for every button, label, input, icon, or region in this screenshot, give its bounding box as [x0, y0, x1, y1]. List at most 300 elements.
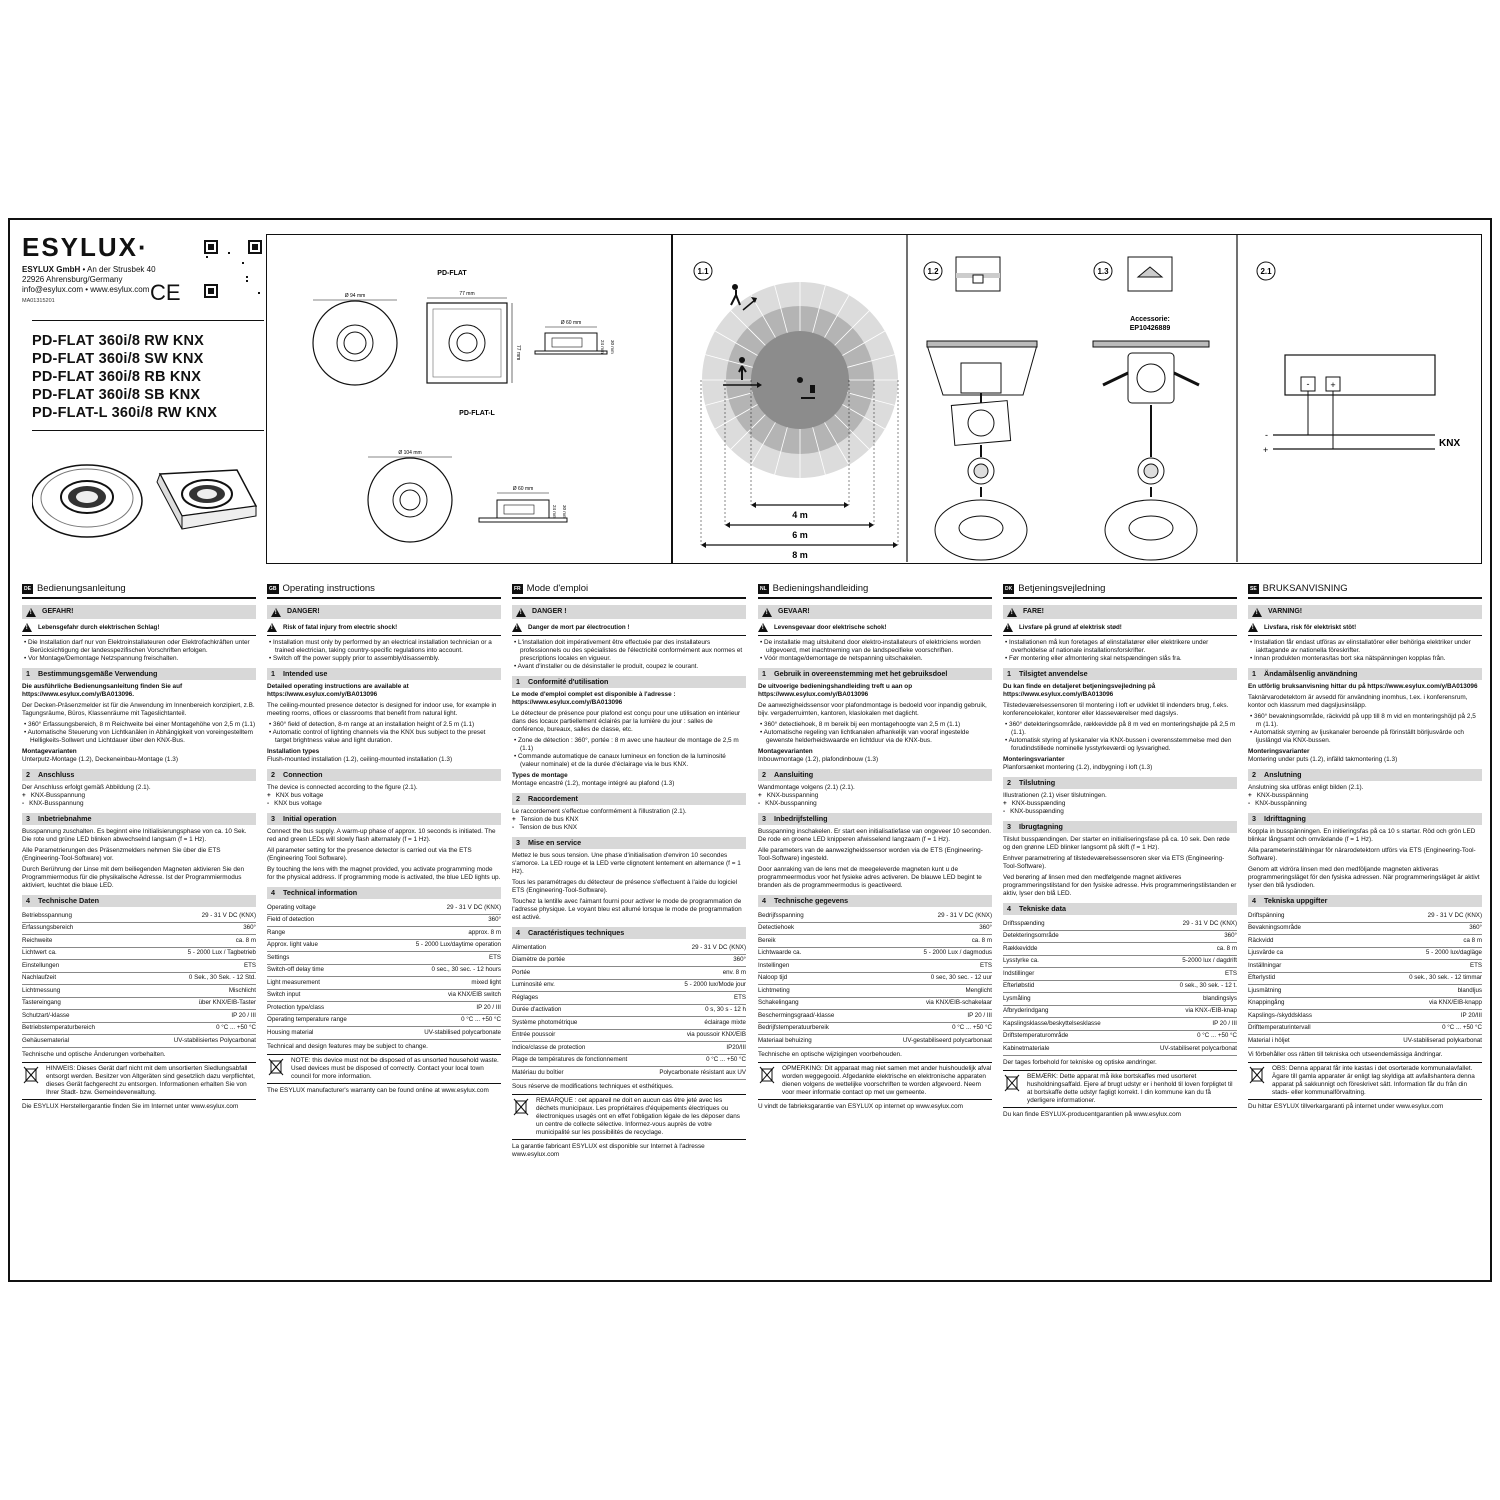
- language-column: SE BRUKSANVISNING ! VARNING! ! Livsfara, risk för elektriskt stöt! • Installation får endast utföras av elinstallatörer eller behöriga elektriker under iakttagande av nationella föreskrifter. • Innan produkten monteras/tas bort ska nätspänningen kopplas från. 1 Ändamålsenlig användning En utförlig bruksanvisning hittar du på https://www.esylux.com/y/BA013096 Taknärvarodetektorn är avsedd för användning inomhus, t.ex. i konferensrum, kontor och klassrum med dagsljusinsläpp. • 360° bevakningsområde, räckvidd på upp till 8 m vid en monteringshöjd på 2,5 m (1.1). • Automatisk styrning av ljuskanaler beroende på förinställt börljusvärde och ljuslängd via KNX-bussen. Monteringsvarianter Montering under puts (1.2), infälld takmontering (1.3) 2 Anslutning Anslutning ska utföras enligt bilden (2.1). + KNX-busspänning - KNX-busspänning 3 Idrifttagning Koppla in busspänningen. En initieringsfas på ca 10 s startar. Röd och grön LED blinkar långsamt och omväxlande (f = 1 Hz). Alla parameterinställningar för närarodetektorn utförs via ETS (Engineering-Tool-Software). Genom att vidröra linsen med den medföljande magneten aktiveras programmeringsläget för den fysiska adressen. När programmeringsläget är aktivt lyser den blå lysdioden. 4 Tekniska uppgifter Driftspänning 29 - 31 V DC (KNX) Bevakningsområde 360° Räckvidd ca 8 m Ljusvärde ca 5 - 2000 lux/dagläge Inställningar ETS Efterlystid 0 sek., 30 sek. - 12 timmar Ljusmätning blandljus Knappingång via KNX/EIB-knapp Kapslings-/skyddsklass IP 20/III Drifttemperaturintervall 0 °C ... +50 °C Material i höljet UV-stabiliserad polykarbonat Vi förbehåller oss rätten till tekniska och utseendemässiga ändringar. OBS: Denna apparat får inte kastas i det osorterade kommunalavfallet. Ägare till gamla apparater är enligt lag skyldiga att avfallshantera denna apparat på sakkunnigt och föreskrivet sätt. Information får du från din stads- eller kommunalförvaltning. Du hittar ESYLUX tillverkargaranti på internet under www.esylux.com: [1248, 582, 1482, 1111]
- bus-plus-text: KNX-busspänning: [1256, 792, 1309, 799]
- usage-text: Le détecteur de présence pour plafond est conçu pour une utilisation en intérieur dans des locaux partiellement éclairés par la lumière du jour : salles de conférence, bureaux, salles de classe, etc.: [512, 710, 741, 733]
- table-row: [1003, 1018, 1237, 1031]
- bus-minus-text: KNX-busspænding: [1010, 808, 1064, 815]
- instruction-sheet: [8, 218, 1492, 1282]
- commissioning-text: Alle Parametrierungen des Präsenzmelders nehmen Sie über die ETS (Engineering-Tool-Software) vor.: [22, 847, 221, 862]
- section-heading: 1 Tilsigtet anvendelse: [1003, 668, 1237, 680]
- spec-value: 5-2000 lux / dagdrift: [1134, 955, 1237, 968]
- spec-label: Tastereingang: [22, 997, 132, 1010]
- usage-text: Taknärvarodetektorn är avsedd för användning inomhus, t.ex. i konferensrum, kontor och klassrum med dagsljusinsläpp.: [1248, 694, 1468, 709]
- section-heading: 1 Gebruik in overeenstemming met het gebruiksdoel: [758, 668, 992, 680]
- crossed-bin-icon: [758, 1065, 776, 1085]
- spec-label: Inställningar: [1248, 960, 1353, 973]
- spec-value: UV-stabilisiertes Polycarbonat: [132, 1035, 256, 1048]
- divider: [32, 320, 264, 321]
- section-heading: 4 Tekniske data: [1003, 903, 1237, 915]
- table-row: [758, 947, 992, 960]
- spec-value: 360°: [866, 922, 992, 935]
- technical-data-table: [267, 902, 501, 1040]
- section-heading: 2 Aansluiting: [758, 769, 992, 781]
- spec-label: Beschermingsgraad/-klasse: [758, 1010, 866, 1023]
- manual-link-text: Le mode d'emploi complet est disponible à l'adresse : https://www.esylux.com/y/BA013096: [512, 691, 676, 706]
- commissioning-text: Enhver parametrering af tilstedeværelsessensoren sker via ETS (Engineering-Tool-Software).: [1003, 855, 1225, 870]
- list-item: • Innan produkten monteras/tas bort ska nätspänningen kopplas från.: [1248, 655, 1482, 663]
- section-heading: 2 Tilslutning: [1003, 777, 1237, 789]
- section-heading: 4 Tekniska uppgifter: [1248, 895, 1482, 907]
- table-row: [1248, 1035, 1482, 1048]
- danger-bar: ! VARNING!: [1248, 605, 1482, 619]
- danger-bar: ! FARE!: [1003, 605, 1237, 619]
- table-row: [1003, 943, 1237, 956]
- table-row: [267, 977, 501, 990]
- section-heading: 3 Inbetriebnahme: [22, 813, 256, 825]
- spec-value: blandljus: [1353, 985, 1482, 998]
- spec-label: Diamètre de portée: [512, 954, 646, 967]
- crossed-bin-icon: [22, 1065, 40, 1085]
- spec-label: Lysstyrke ca.: [1003, 955, 1134, 968]
- section-heading: 1 Conformité d'utilisation: [512, 676, 746, 688]
- spec-label: Plage de températures de fonctionnement: [512, 1054, 646, 1067]
- range-8m-label: 8 m: [792, 550, 808, 560]
- warranty-text: U vindt de fabrieksgarantie van ESYLUX op internet op www.esylux.com: [758, 1102, 963, 1110]
- usage-text: The ceiling-mounted presence detector is designed for indoor use, for example in meeting rooms, offices or classrooms that benefit from natural light.: [267, 702, 497, 717]
- list-item: • Die Installation darf nur von Elektroinstallateuren oder Elektrofachkräften unter Berücksichtigung der landesspezifischen Vorschriften erfolgen.: [22, 639, 256, 655]
- spec-value: über KNX/EIB-Taster: [132, 997, 256, 1010]
- spec-value: IP20/III: [646, 1042, 746, 1055]
- bus-plus-label: +: [1263, 445, 1269, 455]
- dim-d60: Ø 60 mm: [560, 320, 582, 326]
- feature-list: [512, 737, 746, 769]
- spec-label: Ljusvärde ca: [1248, 947, 1353, 960]
- manual-link-text: De uitvoerige bedieningshandleiding treft u aan op https://www.esylux.com/y/BA013096: [758, 683, 913, 698]
- range-4m-label: 4 m: [792, 510, 808, 520]
- spec-value: 360°: [646, 954, 746, 967]
- document-number: MA01315201: [22, 298, 55, 304]
- danger-subtitle: Livsfara, risk för elektriskt stöt!: [1264, 623, 1357, 631]
- table-row: [267, 939, 501, 952]
- bus-minus-label: -: [1265, 430, 1268, 440]
- spec-label: Nachlaufzeit: [22, 972, 132, 985]
- table-row: [758, 1035, 992, 1048]
- spec-label: Detekteringsområde: [1003, 930, 1134, 943]
- spec-label: Ljusmätning: [1248, 985, 1353, 998]
- manual-link-text: En utförlig bruksanvisning hittar du på https://www.esylux.com/y/BA013096: [1248, 683, 1478, 690]
- language-code: DK: [1005, 585, 1013, 592]
- divider: [32, 430, 264, 431]
- mounting-title: Monteringsvarianter: [1003, 756, 1065, 763]
- table-row: [758, 960, 992, 973]
- commissioning-text: Touchez la lentille avec l'aimant fourni pour activer le mode de programmation de l'adresse physique. Le voyant bleu est allumé lorsque le mode de programmation est activé.: [512, 898, 742, 921]
- table-row: [512, 954, 746, 967]
- spec-label: Räckvidd: [1248, 935, 1353, 948]
- commissioning-text: Busspanning inschakelen. Er start een initialisatiefase van ongeveer 10 seconden. De rode en groene LED knipperen afwisselend langzaam (f = 1 Hz).: [758, 828, 992, 843]
- table-row: [22, 972, 256, 985]
- spec-value: 0 °C ... +50 °C: [1353, 1022, 1482, 1035]
- list-item: • 360° Erfassungsbereich, 8 m Reichweite bei einer Montagehöhe von 2,5 m (1.1): [22, 721, 256, 729]
- spec-label: Drifttemperaturintervall: [1248, 1022, 1353, 1035]
- feature-list: [1003, 721, 1237, 753]
- spec-value: 29 - 31 V DC (KNX): [866, 910, 992, 922]
- list-item: • Automatische Steuerung von Lichtkanälen in Abhängigkeit von voreingestelltem Helligkeits-Sollwert und Lichtdauer über den KNX-Bus.: [22, 729, 256, 745]
- figure-panel: [672, 234, 1482, 564]
- installation-figures: [673, 235, 1480, 562]
- bus-plus-text: KNX-busspænding: [1011, 800, 1066, 807]
- mounting-title: Monteringsvarianter: [1248, 748, 1310, 755]
- spec-label: Lichtmeting: [758, 985, 866, 998]
- terminal-minus: -: [1306, 379, 1310, 389]
- spec-value: UV-stabilised polycarbonate: [380, 1027, 501, 1040]
- warning-icon: [1003, 623, 1013, 632]
- feature-list: [1248, 713, 1482, 745]
- spec-value: UV-gestabiliseerd polycarbonaat: [866, 1035, 992, 1048]
- spec-label: Alimentation: [512, 942, 646, 954]
- disposal-note: OPMERKING: Dit apparaat mag niet samen met ander huishoudelijk afval worden weggegooid. Afgedankte elektrische en elektronische apparaten dienen volgens de wettelijke voorschriften te worden afgevoerd. Neem voor meer informatie contact op met uw gemeente.: [758, 1062, 992, 1100]
- table-row: [1248, 935, 1482, 948]
- spec-label: Knappingång: [1248, 997, 1353, 1010]
- section-heading: 4 Technische Daten: [22, 895, 256, 907]
- mounting-title: Montagevarianten: [758, 748, 813, 755]
- table-row: [22, 922, 256, 935]
- spec-value: éclairage mixte: [646, 1017, 746, 1030]
- bus-minus-text: KNX-busspänning: [1255, 800, 1307, 807]
- spec-label: Switch input: [267, 989, 380, 1002]
- spec-value: via KNX/EIB-knapp: [1353, 997, 1482, 1010]
- spec-value: 0 s, 30 s - 12 h: [646, 1004, 746, 1017]
- dim-d94: Ø 94 mm: [344, 293, 366, 299]
- table-row: [512, 1029, 746, 1042]
- spec-label: Material i höljet: [1248, 1035, 1353, 1048]
- table-row: [512, 1017, 746, 1030]
- technical-data-table: [512, 942, 746, 1080]
- section-heading: 3 Idrifttagning: [1248, 813, 1482, 825]
- technical-data-table: [1248, 910, 1482, 1048]
- company-name: ESYLUX GmbH: [22, 265, 81, 274]
- knx-label: KNX: [1439, 438, 1461, 449]
- warning-icon: [271, 608, 281, 617]
- disposal-note: HINWEIS: Dieses Gerät darf nicht mit dem unsortierten Siedlungsabfall entsorgt werden. Besitzer von Altgeräten sind gesetzlich dazu verpflichtet, dieses Gerät fachgerecht zu entsorgen. Informationen erhalten Sie von Ihrer Stadt- bzw. Gemeindeverwaltung.: [22, 1062, 256, 1100]
- spec-value: 5 - 2000 lux/dagläge: [1353, 947, 1482, 960]
- spec-value: 29 - 31 V DC (KNX): [132, 910, 256, 922]
- connection-text: Wandmontage volgens (2.1) (2.1).: [758, 784, 855, 791]
- spec-label: Betriebsspannung: [22, 910, 132, 922]
- usage-text: Tilstedeværelsessensoren til montering i loft er udviklet til indendørs brug, f.eks. konferencelokaler, kontorer eller klasseværelser med dagslys.: [1003, 702, 1229, 717]
- danger-list: [1003, 639, 1237, 663]
- section-heading: 4 Technische gegevens: [758, 895, 992, 907]
- crossed-bin-icon: [1003, 1073, 1021, 1093]
- spec-label: Housing material: [267, 1027, 380, 1040]
- spec-label: Lichtwaarde ca.: [758, 947, 866, 960]
- table-row: [1248, 960, 1482, 973]
- spec-value: 5 - 2000 lux/Mode jour: [646, 979, 746, 992]
- table-row: [267, 964, 501, 977]
- danger-list: [1248, 639, 1482, 663]
- spec-value: 360°: [1134, 930, 1237, 943]
- spec-label: Matériau du boîtier: [512, 1067, 646, 1080]
- danger-subtitle: Lebensgefahr durch elektrischen Schlag!: [38, 623, 160, 631]
- technical-data-table: [1003, 918, 1237, 1056]
- danger-bar: ! DANGER!: [267, 605, 501, 619]
- disposal-note: OBS: Denna apparat får inte kastas i det osorterade kommunalavfallet. Ägare till gamla apparater är enligt lag skyldiga att avfallshantera denna apparat på sakkunnigt och föreskrivet sätt. Information får du från din stads- eller kommunalförvaltning.: [1248, 1062, 1482, 1100]
- table-row: [22, 1035, 256, 1048]
- mounting-variants: Montage encastré (1.2), montage intégré au plafond (1.3): [512, 780, 675, 787]
- spec-value: blandingslys: [1134, 993, 1237, 1006]
- section-title: Bedienungsanleitung: [36, 582, 126, 594]
- section-heading: 1 Ändamålsenlig användning: [1248, 668, 1482, 680]
- danger-subtitle: Danger de mort par électrocution !: [528, 623, 630, 631]
- table-row: [22, 985, 256, 998]
- dimension-drawing: [267, 235, 670, 562]
- spec-label: Entrée poussoir: [512, 1029, 646, 1042]
- feature-list: [267, 721, 501, 745]
- list-item: • Automatisk styrning av ljuskanaler beroende på förinställt börljusvärde och ljuslängd via KNX-bussen.: [1248, 729, 1482, 745]
- list-item: • 360° detectiehoek, 8 m bereik bij een montagehoogte van 2,5 m (1.1): [758, 721, 992, 729]
- language-code: NL: [760, 585, 767, 592]
- spec-label: Afbryderindgang: [1003, 1005, 1134, 1018]
- table-row: [1248, 1022, 1482, 1035]
- spec-value: 29 - 31 V DC (KNX): [646, 942, 746, 954]
- spec-value: IP 20 / III: [866, 1010, 992, 1023]
- disposal-note: REMARQUE : cet appareil ne doit en aucun cas être jeté avec les déchets municipaux. Les propriétaires d'équipements électriques ou électroniques usagés ont en effet l'obligation légale de les déposer dans un centre de collecte sélective. Informez-vous auprès de votre municipalité sur les possibilités de recyclage.: [512, 1094, 746, 1140]
- bus-minus-text: KNX bus voltage: [274, 800, 322, 807]
- product-image: [32, 454, 257, 539]
- spec-label: Switch-off delay time: [267, 964, 380, 977]
- language-column: NL Bedieningshandleiding ! GEVAAR! ! Levensgevaar door elektrische schok! • De installatie mag uitsluitend door elektro-installateurs of elektriciens worden uitgevoerd, met inachtneming van de landspecifieke voorschriften. • Vóór montage/demontage de netspanning uitschakelen. 1 Gebruik in overeenstemming met het gebruiksdoel De uitvoerige bedieningshandleiding treft u aan op https://www.esylux.com/y/BA013096 De aanwezigheidssensor voor plafondmontage is bedoeld voor inpandig gebruik, bijv. vergaderruimten, kantoren, klaslokalen met daglicht. • 360° detectiehoek, 8 m bereik bij een montagehoogte van 2,5 m (1.1) • Automatische regeling van lichtkanalen afhankelijk van vooraf ingestelde gewenste helderheidswaarde en lichtduur via de KNX-bus. Montagevarianten Inbouwmontage (1.2), plafondinbouw (1.3) 2 Aansluiting Wandmontage volgens (2.1) (2.1). + KNX-busspanning - KNX-busspanning 3 Inbedrijfstelling Busspanning inschakelen. Er start een initialisatiefase van ongeveer 10 seconden. De rode en groene LED knipperen afwisselend langzaam (f = 1 Hz). Alle parameters van de aanwezigheidssensor worden via de ETS (Engineering-Tool-Software) ingesteld. Door aanraking van de lens met de meegeleverde magneten kunt u de programmeermodus voor het fysieke adres activeren. De blauwe LED begint te branden als de programmeermodus is geactiveerd. 4 Technische gegevens Bedrijfsspanning 29 - 31 V DC (KNX) Detectiehoek 360° Bereik ca. 8 m Lichtwaarde ca. 5 - 2000 Lux / dagmodus Instellingen ETS Naloop tijd 0 sec, 30 sec. - 12 uur Lichtmeting Menglicht Schakelingang via KNX/EIB-schakelaar Beschermingsgraad/-klasse IP 20 / III Bedrijfstemperatuurbereik 0 °C ... +50 °C Materiaal behuizing UV-gestabiliseerd polycarbonaat Technische en optische wijzigingen voorbehouden. OPMERKING: Dit apparaat mag niet samen met ander huishoudelijk afval worden weggegooid. Afgedankte elektrische en elektronische apparaten dienen volgens de wettelijke voorschriften te worden afgevoerd. Neem voor meer informatie contact op met uw gemeente. U vindt de fabrieksgarantie van ESYLUX op internet op www.esylux.com: [758, 582, 992, 1111]
- commissioning-text: Alle parameters van de aanwezigheidssensor worden via de ETS (Engineering-Tool-Software) ingesteld.: [758, 847, 983, 862]
- label-pd-flat-l: PD-FLAT-L: [459, 410, 495, 417]
- warning-icon: [1007, 608, 1017, 617]
- language-column: FR Mode d'emploi ! DANGER ! ! Danger de mort par électrocution ! • L'installation doit impérativement être effectuée par des installateurs professionnels ou des spécialistes de l'électricité conformément aux normes et prescriptions locales en vigueur. • Avant d'installer ou de désinstaller le produit, coupez le courant. 1 Conformité d'utilisation Le mode d'emploi complet est disponible à l'adresse : https://www.esylux.com/y/BA013096 Le détecteur de présence pour plafond est conçu pour une utilisation en intérieur dans des locaux partiellement éclairés par la lumière du jour : salles de conférence, bureaux, salles de classe, etc. • Zone de détection : 360°, portée : 8 m avec une hauteur de montage de 2,5 m (1.1) • Commande automatique de canaux lumineux en fonction de la luminosité (valeur nominale) et de la durée d'éclairage via le bus KNX. Types de montage Montage encastré (1.2), montage intégré au plafond (1.3) 2 Raccordement Le raccordement s'effectue conformément à l'illustration (2.1). + Tension de bus KNX - Tension de bus KNX 3 Mise en service Mettez le bus sous tension. Une phase d'initialisation d'environ 10 secondes s'amorce. La LED rouge et la LED verte clignotent lentement en alternance (f = 1 Hz). Tous les paramétrages du détecteur de présence s'effectuent à l'aide du logiciel ETS (Engineering-Tool-Software). Touchez la lentille avec l'aimant fourni pour activer le mode de programmation de l'adresse physique. Le voyant bleu est allumé lorsque le mode de programmation est activé. 4 Caractéristiques techniques Alimentation 29 - 31 V DC (KNX) Diamètre de portée 360° Portée env. 8 m Luminosité env. 5 - 2000 lux/Mode jour Réglages ETS Durée d'activation 0 s, 30 s - 12 h Système photométrique éclairage mixte Entrée poussoir via poussoir KNX/EIB Indice/classe de protection IP20/III Plage de températures de fonctionnement 0 °C ... +50 °C Matériau du boîtier Polycarbonate résistant aux UV Sous réserve de modifications techniques et esthétiques. REMARQUE : cet appareil ne doit en aucun cas être jeté avec les déchets municipaux. Les propriétaires d'équipements électriques ou électroniques usagés ont en effet l'obligation légale de les déposer dans un centre de collecte sélective. Informez-vous auprès de votre municipalité sur les possibilités de recyclage. La garantie fabricant ESYLUX est disponible sur Internet à l'adresse www.esylux.com: [512, 582, 746, 1159]
- connection-text: Anslutning ska utföras enligt bilden (2.1).: [1248, 784, 1364, 791]
- spec-value: 0 °C ... +50 °C: [132, 1022, 256, 1035]
- commissioning-text: By touching the lens with the magnet provided, you activate programming mode for the physical address. If programming mode is activated, the blue LED lights up.: [267, 866, 501, 881]
- list-item: • Zone de détection : 360°, portée : 8 m avec une hauteur de montage de 2,5 m (1.1): [512, 737, 746, 753]
- mounting-title: Installation types: [267, 748, 320, 755]
- bus-plus-text: KNX-busspanning: [766, 792, 819, 799]
- section-heading: 4 Technical information: [267, 887, 501, 899]
- section-heading: 3 Mise en service: [512, 837, 746, 849]
- mounting-variants: Unterputz-Montage (1.2), Deckeneinbau-Montage (1.3): [22, 756, 178, 763]
- table-row: [1003, 1043, 1237, 1056]
- figure-1-1-label: 1.1: [697, 267, 709, 276]
- warning-icon: [1252, 608, 1262, 617]
- section-heading: 2 Anschluss: [22, 769, 256, 781]
- spec-value: ETS: [646, 992, 746, 1005]
- spec-value: IP 20 / III: [132, 1010, 256, 1023]
- dim-w77: 77 mm: [459, 291, 475, 297]
- qr-code-icon: [204, 240, 262, 298]
- table-row: [512, 992, 746, 1005]
- table-row: [512, 979, 746, 992]
- model-name: PD-FLAT 360i/8 SW KNX: [32, 351, 204, 367]
- dim-d104: Ø 104 mm: [398, 450, 422, 456]
- spec-value: 360°: [380, 914, 501, 927]
- table-row: [1003, 1005, 1237, 1018]
- spec-value: 0 sec., 30 sec. - 12 hours: [380, 964, 501, 977]
- dimension-drawing-panel: [266, 234, 672, 564]
- spec-label: Efterlystid: [1248, 972, 1353, 985]
- spec-value: 0 sek., 30 sek. - 12 t.: [1134, 980, 1237, 993]
- section-title: Betjeningsvejledning: [1018, 582, 1106, 594]
- section-heading: 1 Intended use: [267, 668, 501, 680]
- mounting-variants: Inbouwmontage (1.2), plafondinbouw (1.3): [758, 756, 879, 763]
- spec-value: via KNX-/EIB-knap: [1134, 1005, 1237, 1018]
- spec-value: 0 sec, 30 sec. - 12 uur: [866, 972, 992, 985]
- list-item: • 360° field of detection, 8-m range at an installation height of 2.5 m (1.1): [267, 721, 501, 729]
- connection-text: Illustrationen (2.1) viser tilslutningen.: [1003, 792, 1107, 799]
- table-row: [267, 1014, 501, 1027]
- spec-value: Polycarbonate résistant aux UV: [646, 1067, 746, 1080]
- dim-h30: 30 mm: [610, 340, 615, 354]
- spec-label: Bevakningsområde: [1248, 922, 1353, 935]
- table-row: [22, 935, 256, 948]
- spec-label: Kapslingsklasse/beskyttelsesklasse: [1003, 1018, 1134, 1031]
- usage-text: Der Decken-Präsenzmelder ist für die Anwendung im Innenbereich konzipiert, z.B. Tagungsräume, Büros, Klassenräume mit Tageslichtanteil.: [22, 702, 255, 717]
- spec-value: approx. 8 m: [380, 927, 501, 940]
- danger-list: [267, 639, 501, 663]
- spec-value: 0 °C ... +50 °C: [646, 1054, 746, 1067]
- spec-value: 5 - 2000 Lux / dagmodus: [866, 947, 992, 960]
- table-row: [22, 960, 256, 973]
- commissioning-text: Connect the bus supply. A warm-up phase of approx. 10 seconds is initiated. The red and green LEDs will slowly flash alternately (f = 1 Hz).: [267, 828, 496, 843]
- bus-plus-text: Tension de bus KNX: [520, 816, 579, 823]
- danger-bar: ! DANGER !: [512, 605, 746, 619]
- spec-label: Betriebstemperaturbereich: [22, 1022, 132, 1035]
- dim-h77: 77 mm: [515, 345, 521, 361]
- table-row: [267, 989, 501, 1002]
- danger-list: [758, 639, 992, 663]
- table-row: [1248, 985, 1482, 998]
- warning-icon: [26, 608, 36, 617]
- commissioning-text: Durch Berührung der Linse mit dem beiliegenden Magneten aktivieren Sie den Programmiermodus für die physikalische Adresse. Ist der Programmiermodus aktiviert, leuchtet die blaue LED.: [22, 866, 245, 889]
- commissioning-text: Ved berøring af linsen med den medfølgende magnet aktiveres programmeringstilstand for den fysiske adresse. Hvis programmeringstilstanden er aktiv, lyser den blå LED.: [1003, 874, 1237, 897]
- change-note: Technische und optische Änderungen vorbehalten.: [22, 1050, 166, 1058]
- dim-h24: 24 mm: [600, 340, 605, 354]
- dim-h30b: 30 mm: [562, 505, 567, 519]
- spec-value: Mischlicht: [132, 985, 256, 998]
- table-row: [1248, 910, 1482, 922]
- spec-value: IP 20 / III: [1134, 1018, 1237, 1031]
- section-title: BRUKSANVISNING: [1262, 582, 1348, 594]
- company-street: An der Strusbek 40: [87, 265, 156, 274]
- section-heading: 3 Ibrugtagning: [1003, 821, 1237, 833]
- section-heading: 2 Anslutning: [1248, 769, 1482, 781]
- bus-minus-text: Tension de bus KNX: [519, 824, 578, 831]
- table-row: [267, 1002, 501, 1015]
- spec-value: 0 °C ... +50 °C: [1134, 1030, 1237, 1043]
- dim-d60b: Ø 60 mm: [512, 486, 534, 492]
- spec-value: UV-stabiliseret polycarbonat: [1134, 1043, 1237, 1056]
- table-row: [1003, 918, 1237, 930]
- spec-label: Lysmåling: [1003, 993, 1134, 1006]
- commissioning-text: Tilslut busspændingen. Der starter en initialiseringsfase på ca. 10 sek. Den røde og den grønne LED blinker langsomt på skift (f = 1 Hz).: [1003, 836, 1230, 851]
- warning-icon: [762, 608, 772, 617]
- warning-icon: [1248, 623, 1258, 632]
- spec-value: ETS: [866, 960, 992, 973]
- commissioning-text: All parameter setting for the presence detector is carried out via the ETS (Engineering Tool Software).: [267, 847, 472, 862]
- spec-label: Rækkevidde: [1003, 943, 1134, 956]
- list-item: • 360° bevakningsområde, räckvidd på upp till 8 m vid en monteringshöjd på 2,5 m (1.1).: [1248, 713, 1482, 729]
- connection-text: The device is connected according to the figure (2.1).: [267, 784, 418, 791]
- spec-value: ETS: [1134, 968, 1237, 981]
- connection-text: Le raccordement s'effectue conformément à l'illustration (2.1).: [512, 808, 687, 815]
- warning-icon: [516, 608, 526, 617]
- table-row: [758, 997, 992, 1010]
- ce-mark: CE: [150, 280, 181, 305]
- label-pd-flat: PD-FLAT: [437, 270, 467, 277]
- table-row: [758, 1022, 992, 1035]
- spec-label: Lichtwert ca.: [22, 947, 132, 960]
- spec-label: Approx. light value: [267, 939, 380, 952]
- table-row: [512, 942, 746, 954]
- bus-minus-text: KNX-Busspannung: [29, 800, 84, 807]
- spec-label: Luminosité env.: [512, 979, 646, 992]
- change-note: Technische en optische wijzigingen voorbehouden.: [758, 1050, 902, 1058]
- table-row: [267, 914, 501, 927]
- table-row: [758, 935, 992, 948]
- spec-label: Gehäusematerial: [22, 1035, 132, 1048]
- section-heading: 3 Inbedrijfstelling: [758, 813, 992, 825]
- commissioning-text: Busspannung zuschalten. Es beginnt eine Initialisierungsphase von ca. 10 Sek. Die rote und grüne LED blinken abwechselnd langsam (f = 1 Hz).: [22, 828, 247, 843]
- spec-label: Bedrijfstemperatuurbereik: [758, 1022, 866, 1035]
- change-note: Der tages forbehold for tekniske og optiske ændringer.: [1003, 1058, 1157, 1066]
- spec-label: Bereik: [758, 935, 866, 948]
- section-title: Bedieningshandleiding: [772, 582, 869, 594]
- dim-h24b: 24 mm: [552, 505, 557, 519]
- spec-label: Field of detection: [267, 914, 380, 927]
- commissioning-text: Alla parameterinställningar för närarodetektorn utförs via ETS (Engineering-Tool-Software).: [1248, 847, 1476, 862]
- spec-label: Schakelingang: [758, 997, 866, 1010]
- crossed-bin-icon: [512, 1097, 530, 1117]
- table-row: [22, 947, 256, 960]
- language-column: GB Operating instructions ! DANGER! ! Risk of fatal injury from electric shock! • Installation must only by performed by an electrical installation technician or a trained electrician, taking country-specific regulations into account. • Switch off the power supply prior to assembly/disassembly. 1 Intended use Detailed operating instructions are available at https://www.esylux.com/y/BA013096 The ceiling-mounted presence detector is designed for indoor use, for example in meeting rooms, offices or classrooms that benefit from natural light. • 360° field of detection, 8-m range at an installation height of 2.5 m (1.1) • Automatic control of lighting channels via the KNX bus subject to the preset target brightness value and light duration. Installation types Flush-mounted installation (1.2), ceiling-mounted installation (1.3) 2 Connection The device is connected according to the figure (2.1). + KNX bus voltage - KNX bus voltage 3 Initial operation Connect the bus supply. A warm-up phase of approx. 10 seconds is initiated. The red and green LEDs will slowly flash alternately (f = 1 Hz). All parameter setting for the presence detector is carried out via the ETS (Engineering Tool Software). By touching the lens with the magnet provided, you activate programming mode for the physical address. If programming mode is activated, the blue LED lights up. 4 Technical information Operating voltage 29 - 31 V DC (KNX) Field of detection 360° Range approx. 8 m Approx. light value 5 - 2000 Lux/daytime operation Settings ETS Switch-off delay time 0 sec., 30 sec. - 12 hours Light measurement mixed light Switch input via KNX/EIB switch Protection type/class IP 20 / III Operating temperature range 0 °C ... +50 °C Housing material UV-stabilised polycarbonate Technical and design features may be subject to change. NOTE: this device must not be disposed of as unsorted household waste. Used devices must be disposed of correctly. Contact your local town council for more information. The ESYLUX manufacturer's warranty can be found online at www.esylux.com: [267, 582, 501, 1095]
- model-name: PD-FLAT-L 360i/8 RW KNX: [32, 405, 218, 421]
- table-row: [758, 985, 992, 998]
- mounting-variants: Flush-mounted installation (1.2), ceiling-mounted installation (1.3): [267, 756, 453, 763]
- section-heading: 2 Connection: [267, 769, 501, 781]
- spec-label: Operating temperature range: [267, 1014, 380, 1027]
- spec-value: ETS: [1353, 960, 1482, 973]
- list-item: • Installation must only by performed by an electrical installation technician or a trained electrician, taking country-specific regulations into account.: [267, 639, 501, 655]
- usage-text: De aanwezigheidssensor voor plafondmontage is bedoeld voor inpandig gebruik, bijv. vergaderruimten, kantoren, klaslokalen met daglicht.: [758, 702, 987, 717]
- warning-icon: [512, 623, 522, 632]
- language-column: DK Betjeningsvejledning ! FARE! ! Livsfare på grund af elektrisk stød! • Installationen må kun foretages af elinstallatører eller elektrikere under overholdelse af nationale installationsforskrifter. • Før montering eller afmontering skal netspændingen slås fra. 1 Tilsigtet anvendelse Du kan finde en detaljeret betjeningsvejledning på https://www.esylux.com/y/BA013096 Tilstedeværelsessensoren til montering i loft er udviklet til indendørs brug, f.eks. konferencelokaler, kontorer eller klasseværelser med dagslys. • 360° detekteringsområde, rækkevidde på 8 m ved en monteringshøjde på 2,5 m (1.1). • Automatisk styring af lyskanaler via KNX-bussen i overensstemmelse med den forudindstillede nominelle lysstyrkeværdi og lysvarighed. Monteringsvarianter Planforsænket montering (1.2), indbygning i loft (1.3) 2 Tilslutning Illustrationen (2.1) viser tilslutningen. + KNX-busspænding - KNX-busspænding 3 Ibrugtagning Tilslut busspændingen. Der starter en initialiseringsfase på ca. 10 sek. Den røde og den grønne LED blinker langsomt på skift (f = 1 Hz). Enhver parametrering af tilstedeværelsessensoren sker via ETS (Engineering-Tool-Software). Ved berøring af linsen med den medfølgende magnet aktiveres programmeringstilstand for den fysiske adresse. Hvis programmeringstilstanden er aktiv, lyser den blå LED. 4 Tekniske data Driftsspænding 29 - 31 V DC (KNX) Detekteringsområde 360° Rækkevidde ca. 8 m Lysstyrke ca. 5-2000 lux / dagdrift Indstillinger ETS Efterløbstid 0 sek., 30 sek. - 12 t. Lysmåling blandingslys Afbryderindgang via KNX-/EIB-knap Kapslingsklasse/beskyttelsesklasse IP 20 / III Driftstemperaturområde 0 °C ... +50 °C Kabinetmateriale UV-stabiliseret polycarbonat Der tages forbehold for tekniske og optiske ændringer. BEMÆRK: Dette apparat må ikke bortskaffes med usorteret husholdningsaffald. Ejere af brugt udstyr er i henhold til loven forpligtet til at bortskaffe dette udstyr fagligt korrekt. I din kommune kan du få yderligere informationer. Du kan finde ESYLUX-producentgarantien på www.esylux.com: [1003, 582, 1237, 1119]
- commissioning-text: Door aanraking van de lens met de meegeleverde magneten kunt u de programmeermodus voor het fysieke adres activeren. De blauwe LED begint te branden als de programmeermodus is geactiveerd.: [758, 866, 982, 889]
- spec-label: Materiaal behuizing: [758, 1035, 866, 1048]
- figure-1-3-label: 1.3: [1097, 267, 1109, 276]
- list-item: • Installation får endast utföras av elinstallatörer eller behöriga elektriker under iakttagande av nationella föreskrifter.: [1248, 639, 1482, 655]
- spec-value: 29 - 31 V DC (KNX): [380, 902, 501, 914]
- spec-value: 360°: [132, 922, 256, 935]
- section-heading: 3 Initial operation: [267, 813, 501, 825]
- spec-label: Operating voltage: [267, 902, 380, 914]
- spec-value: 360°: [1353, 922, 1482, 935]
- table-row: [1003, 980, 1237, 993]
- language-code: DE: [24, 585, 31, 592]
- manual-link-text: Die ausführliche Bedienungsanleitung finden Sie auf https://www.esylux.com/y/BA013096.: [22, 683, 183, 698]
- spec-label: Settings: [267, 952, 380, 965]
- crossed-bin-icon: [1248, 1065, 1266, 1085]
- spec-label: Light measurement: [267, 977, 380, 990]
- bus-minus-text: KNX-busspanning: [765, 800, 817, 807]
- warranty-text: Du hittar ESYLUX tillverkargaranti på internet under www.esylux.com: [1248, 1102, 1444, 1110]
- table-row: [1248, 972, 1482, 985]
- warranty-text: The ESYLUX manufacturer's warranty can be found online at www.esylux.com: [267, 1086, 489, 1094]
- danger-list: [512, 639, 746, 671]
- table-row: [758, 1010, 992, 1023]
- disposal-note: NOTE: this device must not be disposed of as unsorted household waste. Used devices must be disposed of correctly. Contact your local town council for more information.: [267, 1054, 501, 1084]
- esylux-logo: ESYLUX·: [22, 232, 149, 262]
- list-item: • Vor Montage/Demontage Netzspannung freischalten.: [22, 655, 256, 663]
